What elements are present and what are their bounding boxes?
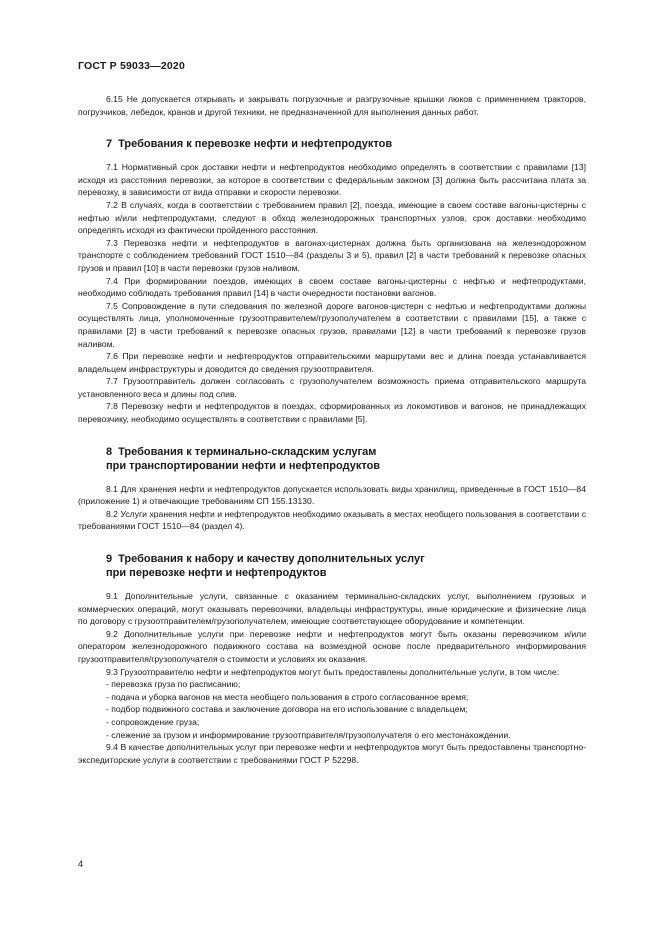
paragraph-7-6: 7.6 При перевозке нефти и нефтепродуктов отправительскими маршрутами вес и длина поезда устанавливается владельцем инфраструктуры и доводится до сведения грузоотправителя.: [78, 351, 586, 374]
list-item: - подбор подвижного состава и заключение договора на его использование с владельцем;: [106, 704, 468, 715]
section-7-heading: [106, 137, 586, 151]
section-7-number: 7: [106, 138, 113, 151]
section-9-number: 9: [106, 553, 113, 566]
list-item: - слежение за грузом и информирование грузоотправителя/грузополучателя о его местонахождении.: [106, 729, 511, 740]
section-9-title-line1: Требования к набору и качеству дополнительных услуг: [118, 553, 425, 566]
section-7-title: Требования к перевозке нефти и нефтепродуктов: [118, 138, 393, 151]
paragraph-9-3: 9.3 Грузоотправителю нефти и нефтепродуктов могут быть предоставлены дополнительные услуги, в том числе:: [106, 666, 560, 677]
paragraph-9-2: 9.2 Дополнительные услуги при перевозке нефти и нефтепродуктов могут быть оказаны перевозчиком и/или оператором железнодорожного подвижного состава на возмездной основе после предварительного информирования грузоотправителя/грузополучателя о стоимости и условиях их оказания.: [78, 628, 586, 664]
page-number: 4: [78, 859, 84, 869]
paragraph-7-4: 7.4 При формировании поездов, имеющих в своем составе вагоны-цистерны с нефтью и нефтепродуктами, необходимо соблюдать требования правил [14] в части очередности постановки вагонов.: [78, 275, 586, 299]
section-8-title-line1: Требования к терминально-складским услугам: [118, 445, 377, 458]
section-9-title-line2: при перевозке нефти и нефтепродуктов: [106, 567, 327, 580]
paragraph-7-7: 7.7 Грузоотправитель должен согласовать с грузополучателем возможность приема отправительского маршрута установленного веса и длины под слив.: [78, 376, 586, 399]
section-9-heading: [106, 552, 586, 580]
list-item: - сопровождение груза;: [106, 716, 200, 727]
paragraph-9-1: 9.1 Дополнительные услуги, связанные с оказанием терминально-складских услуг, выполнением грузовых и коммерческих операций, могут оказывать перевозчики, владельцы инфраструктуры, иные юридические и физические лица по договору с грузоотправителем/грузополучателем, имеющие соответствующее оборудование и компетенции.: [78, 591, 586, 627]
paragraph-7-5: 7.5 Сопровождение в пути следования по железной дороге вагонов-цистерн с нефтью и нефтепродуктами должны осуществлять лица, уполномоченные грузоотправителем/грузополучателем в соответствии с правилами [15], а также с правилами [2] в части требований к перевозке опасных грузов, правилами [12] в части требований к перевозке грузов наливом.: [78, 300, 586, 349]
paragraph-7-3: 7.3 Перевозка нефти и нефтепродуктов в вагонах-цистернах должна быть организована на железнодорожном транспорте с соблюдением требований ГОСТ 1510—84 (разделы 3 и 5), правил [2] в части требований к перевозке опасных грузов и правил [10] в части перевозки грузов наливом.: [78, 237, 586, 273]
document-header: ГОСТ Р 59033—2020: [78, 60, 186, 72]
paragraph-6-15: 6.15 Не допускается открывать и закрывать погрузочные и разгрузочные крышки люков с применением тракторов, погрузчиков, лебедок, кранов и другой техники, не предназначенной для выполнения данных работ.: [78, 94, 586, 117]
paragraph-7-8: 7.8 Перевозку нефти и нефтепродуктов в поездах, сформированных из локомотивов и вагонов, не принадлежащих перевозчику, необходимо осуществлять в соответствии с правилами [5].: [78, 401, 586, 425]
section-8-title-line2: при транспортировании нефти и нефтепродуктов: [106, 459, 381, 472]
section-8-number: 8: [106, 445, 113, 458]
paragraph-7-2: 7.2 В случаях, когда в соответствии с требованием правил [2], поезда, имеющие в своем составе вагоны-цистерны с нефтью и/или нефтепродуктами, следуют в обход железнодорожных транспортных узлов, срок доставки необходимо определять исходя из фактически пройденного расстояния.: [78, 199, 586, 236]
paragraph-8-2: 8.2 Услуги хранения нефти и нефтепродуктов необходимо оказывать в местах необщего пользования в соответствии с требованиями ГОСТ 1510—84 (раздел 4).: [78, 508, 586, 532]
paragraph-7-1: 7.1 Нормативный срок доставки нефти и нефтепродуктов необходимо определять в соответствии с правилами [13] исходя из расстояния перевозки, за которое в соответствии с федеральным законом [3] должна быть рассчитана плата за перевозку, в зависимости от вида отправки и скорости перевозки.: [78, 162, 586, 198]
paragraph-9-4: 9.4 В качестве дополнительных услуг при перевозке нефти и нефтепродуктов могут быть предоставлены транспортно-экспедиторские услуги в соответствии с требованиями ГОСТ Р 52298.: [78, 742, 586, 765]
list-item: - перевозка груза по расписанию;: [106, 679, 241, 690]
list-item: - подача и уборка вагонов на места необщего пользования в строго согласованное время;: [106, 691, 469, 702]
section-8-heading: [106, 445, 586, 473]
paragraph-8-1: 8.1 Для хранения нефти и нефтепродуктов допускается использовать виды хранилищ, приведенные в ГОСТ 1510—84 (приложение 1) и отвечающие требованиям СП 155.13130.: [78, 483, 586, 507]
document-body: [78, 93, 586, 766]
